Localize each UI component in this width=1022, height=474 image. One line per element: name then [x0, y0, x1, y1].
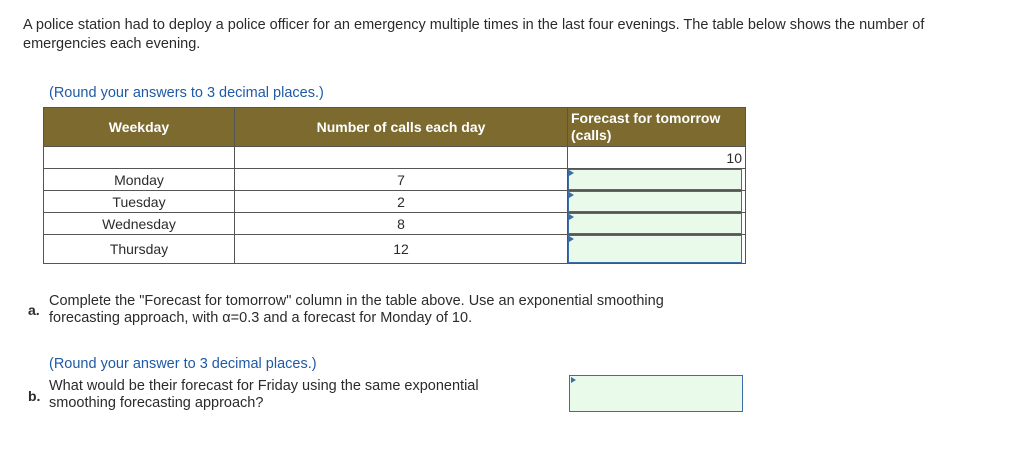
part-b-label: b.: [28, 388, 41, 404]
friday-forecast-answer-box[interactable]: [569, 375, 743, 412]
part-a-label: a.: [28, 302, 40, 318]
forecast-answer-cell: [568, 235, 746, 264]
forecast-input-wednesday[interactable]: [568, 213, 742, 234]
forecast-input-tuesday[interactable]: [568, 191, 742, 212]
input-marker-icon: [569, 214, 574, 220]
input-marker-icon: [569, 170, 574, 176]
rounding-note-a: (Round your answers to 3 decimal places.): [49, 85, 324, 101]
table-row: [44, 169, 746, 191]
forecast-answer-cell: [568, 213, 746, 235]
header-calls: Number of calls each day: [235, 108, 568, 147]
calls-cell: 12: [235, 235, 568, 264]
weekday-cell: Monday: [44, 169, 235, 191]
input-marker-icon: [569, 236, 574, 242]
empty-cell: [235, 147, 568, 169]
calls-cell: 2: [235, 191, 568, 213]
calls-cell: 8: [235, 213, 568, 235]
problem-intro: A police station had to deploy a police officer for an emergency multiple times in the last four evenings. The table below shows the number of emergencies each evening.: [23, 17, 925, 52]
calls-cell: 7: [235, 169, 568, 191]
initial-forecast-cell: 10: [568, 147, 746, 169]
input-marker-icon: [571, 377, 576, 383]
table-header-row: [44, 108, 746, 147]
forecast-answer-cell: [568, 191, 746, 213]
weekday-cell: Tuesday: [44, 191, 235, 213]
forecast-answer-cell: [568, 169, 746, 191]
empty-cell: [44, 147, 235, 169]
table-row-initial: [44, 147, 746, 169]
rounding-note-b: (Round your answer to 3 decimal places.): [49, 356, 317, 372]
emergency-calls-table: [43, 107, 746, 264]
forecast-input-monday[interactable]: [568, 169, 742, 190]
table-row: [44, 235, 746, 264]
input-marker-icon: [569, 192, 574, 198]
part-a-question: Complete the "Forecast for tomorrow" column in the table above. Use an exponential smoothing forecasting approach, with α=0.3 and a forecast for Monday of 10.: [49, 293, 664, 326]
part-b-question: What would be their forecast for Friday using the same exponential smoothing forecasting approach?: [49, 378, 479, 411]
weekday-cell: Wednesday: [44, 213, 235, 235]
header-weekday: Weekday: [44, 108, 235, 147]
forecast-input-thursday[interactable]: [568, 235, 742, 263]
header-forecast: Forecast for tomorrow (calls): [568, 108, 746, 147]
table-row: [44, 191, 746, 213]
table-row: [44, 213, 746, 235]
weekday-cell: Thursday: [44, 235, 235, 264]
